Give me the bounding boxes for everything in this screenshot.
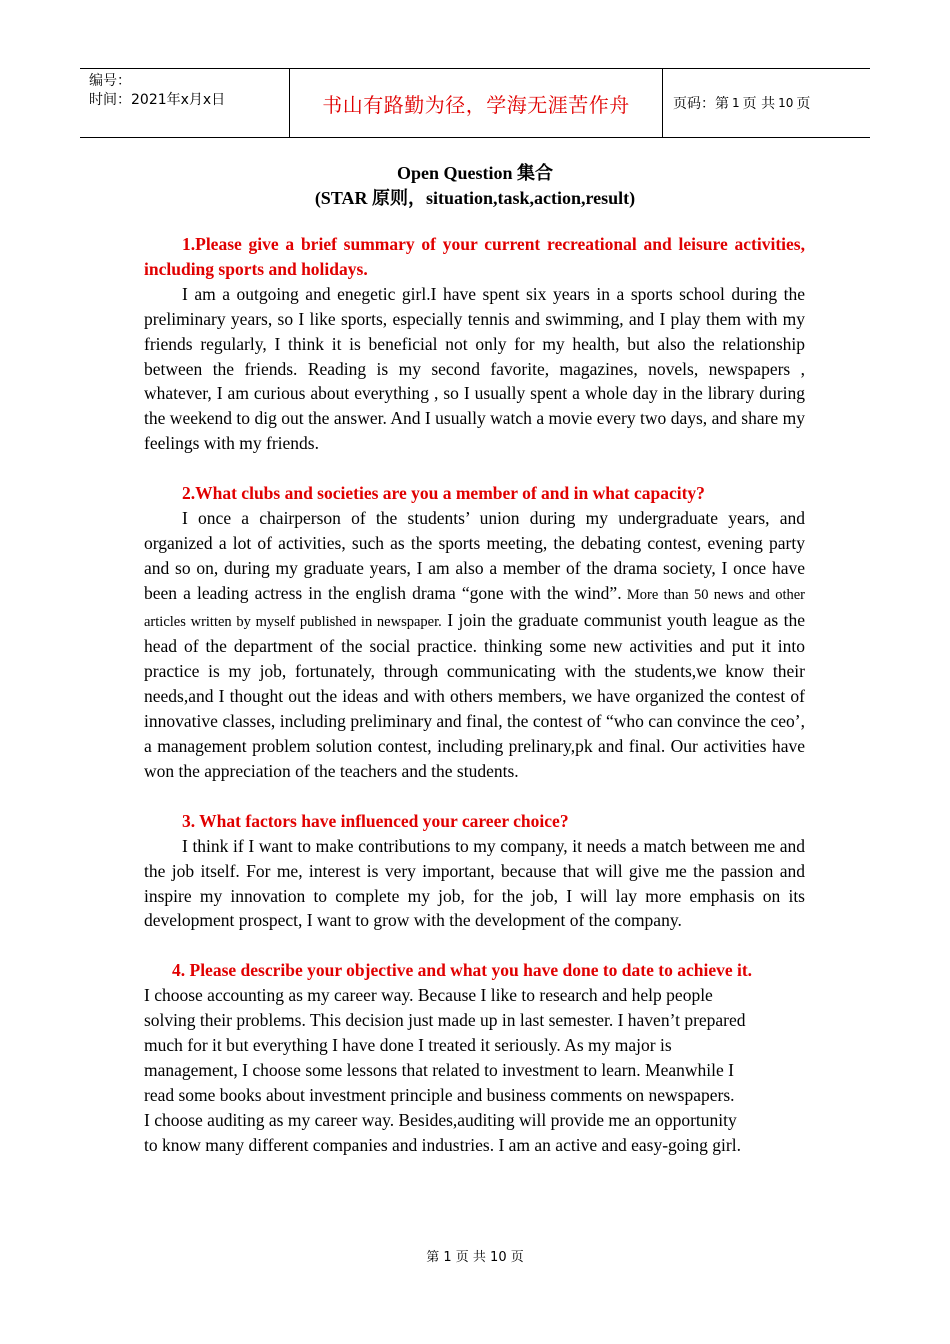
question-4: 4. Please describe your objective and what you have done to date to achieve it. [172,960,753,981]
document-time-label: 时间：2021年x月x日 [89,92,226,108]
answer-3: I think if I want to make contributions to my company, it needs a match between me and the job itself. For me, interest is very important, because that will give me the passion and inspire my innovation to complete my job, for the job, I will lay more emphasis on its development prospect, I want to grow with the development of the company. [144,835,805,931]
answer-2 [144,506,805,784]
answer-4-line: I choose auditing as my career way. Besides,auditing will provide me an opportunity [144,1109,737,1130]
question-1: 1.Please give a brief summary of your current recreational and leisure activities, including sports and holidays. [144,234,805,279]
header-page-cell [663,69,870,137]
page-label: 页码：第 [673,96,729,112]
answer-2-small-text: More than 50 news and other articles written by myself published in newspaper. [144,586,806,630]
question-3: 3. What factors have influenced your career choice? [182,810,569,831]
answer-4-line: solving their problems. This decision just made up in last semester. I haven’t prepared [144,1010,746,1031]
answer-4-line: read some books about investment principle and business comments on newspapers. [144,1084,735,1105]
header-meta-cell [80,69,290,137]
header-table [80,68,870,138]
answer-4-line: much for it but everything I have done I treated it seriously. As my major is [144,1034,672,1055]
page-total: 10 [778,96,794,110]
document-number-label: 编号： [89,73,131,89]
document-body [144,232,805,1157]
section-spacer [144,933,805,958]
page-current: 1 [732,96,740,110]
answer-4-line: management, I choose some lessons that related to investment to learn. Meanwhile I [144,1059,734,1080]
section-spacer [144,456,805,481]
header-motto: 书山有路勤为径，学海无涯苦作舟 [290,69,663,137]
question-2: 2.What clubs and societies are you a member of and in what capacity? [182,483,705,504]
section-spacer [144,784,805,809]
page-end-label: 页 [796,96,811,112]
document-title: Open Question 集合 [396,163,554,183]
answer-2-part-2: I join the graduate communist youth league as the head of the department of the social practice. thinking some new activities and put it into practice is my job, fortunately, through communicating with the students,we know their needs,and I thought out the ideas and with others members, we have organized the contest of innovative classes, including preliminary and final, the contest of “who can convince the ceo’, a management problem solution contest, including prelinary,pk and final. Our activities have won the appreciation of the teachers and the students. [144,609,806,782]
page-mid-label: 页 共 [742,96,776,112]
answer-1: I am a outgoing and enegetic girl.I have spent six years in a sports school during the preliminary years, so I like sports, especially tennis and swimming, and I play them with my friends regularly, I think it is beneficial not only for my health, but also the relationship between the friends. Reading is my second favorite, magazines, novels, newspapers , whatever, I am curious about everything , so I usually spent a whole day in the library during the weekend to dig out the answer. And I usually watch a movie every two days, and share my feelings with my friends. [144,283,805,454]
answer-4 [144,983,805,1157]
document-subtitle: (STAR 原则，situation,task,action,result) [314,188,636,208]
answer-4-line: I choose accounting as my career way. Because I like to research and help people [144,985,713,1006]
answer-4-line: to know many different companies and industries. I am an active and easy-going girl. [144,1134,741,1155]
answer-2-part-1: I once a chairperson of the students’ union during my undergraduate years, and organized a lot of activities, such as the sports meeting, the debating contest, evening party and so on, during my graduate years, I am also a member of the drama society, I once have been a leading actress in the english drama “gone with the wind”. [144,507,805,603]
page-footer: 第 1 页 共 10 页 [426,1250,524,1265]
